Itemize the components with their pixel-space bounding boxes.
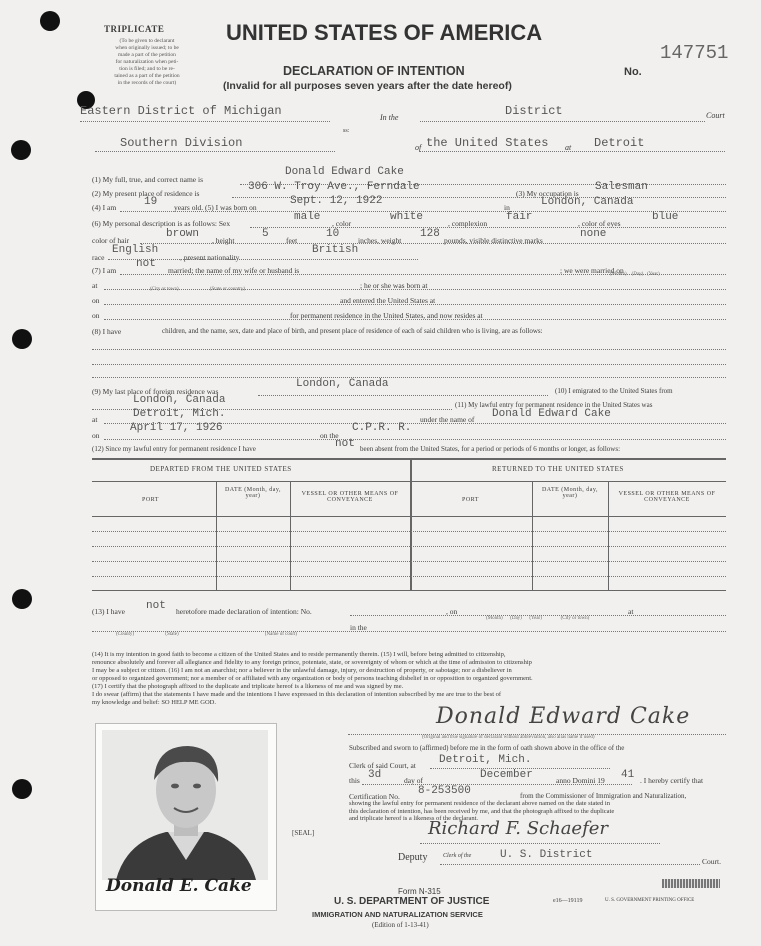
height-in-value: 10 <box>326 228 340 240</box>
oath-line: my knowledge and belief: SO HELP ME GOD. <box>92 699 216 706</box>
col-port-departed: PORT <box>142 497 159 503</box>
line13-in-the: in the <box>350 623 367 632</box>
absent-value: not <box>335 438 355 450</box>
entry-name-value: Donald Edward Cake <box>492 408 611 420</box>
age-value: 19 <box>144 196 158 208</box>
hair-value: brown <box>166 228 200 240</box>
nationality-label: , present nationality <box>180 253 240 262</box>
eyes-label: , color of eyes <box>578 219 621 228</box>
entry-place-value: Detroit, Mich. <box>133 408 226 420</box>
triplicate-note-line: (To be given to declarant <box>119 38 175 44</box>
departed-title: DEPARTED FROM THE UNITED STATES <box>150 465 292 473</box>
line7-label-c: ; we were married on <box>560 266 624 275</box>
document-subtitle: DECLARATION OF INTENTION <box>283 64 465 78</box>
color-value: white <box>390 211 424 223</box>
line9-label: (9) My last place of foreign residence was <box>92 387 219 396</box>
race-value: English <box>112 244 159 256</box>
court-word-label: Court. <box>702 857 721 866</box>
vessel-value: C.P.R. R. <box>352 422 412 434</box>
name-value: Donald Edward Cake <box>285 166 404 178</box>
complexion-value: fair <box>506 211 533 223</box>
declaration-document: TRIPLICATE (To be given to declarant when originally issued; to be made a part of the petition for naturalization when peti- tion is filed; and to be re- tained as a part of the petition in the records of the court) UNITED STATES OF AMERICA DECLARATION OF INTENTION (Invalid for all purposes seven years after the date hereof) 147751 No. Eastern District of Michigan In the District Court ss: Southern Division of the United States at Detroit (1) My full, true, and correct name is Donald Edward Cake (2) My present place of residence is 306 W. Troy Ave., Ferndale (3) My occupation is Salesman (4) I am 19 years old. (5) I was born on Sept. 12, 1922 in London, Canada (6) My personal description is as follows: Sex male , color white , complexion fair , color of eyes blue color of hair brown , height 5 feet 10 inches, weight 128 pounds, visible distinctive marks none race English , present nationality British (7) I am not married; the name of my wife or husband is ; we were married on (Month) (Day) (Year) at (City or town) (State or country) ; he or she was born at on and entered the United States at on for permanent residence in the United States, and now resides at (8) I have children, and the name, sex, date and place of birth, and present place of residence of each of said children who is living, are as follows: (9) My last place of foreign residence was London, Canada (10) I emigrated to the United States from London, Canada (11) My lawful entry for permanent residence in the United States was at Detroit, Mich. under the name of Donald Edward Cake on April 17, 1926 on the C.P.R. R. (12) Since my lawful entry for permanent residence I have not been absent from the United States, for a period or periods of 6 months or longer, as follows: DEPARTED FROM THE UNITED STATES RETURNED TO THE UNITED STATES PORT DATE (Month, day, year) VESSEL OR OTHER MEANS OF CONVEYANCE PORT DATE (Month, day, year) VESSEL OR OTHER MEANS OF CONVEYANCE (13) I have not heretofore made declaration of intention: No. , on at (Month) (Day) (Year) (City or town) in the (County) (State) (Name of court) (14) It is my intention in good faith to become a citizen of the United States and to reside permanently therein. (15) I will, before being admitted to citizenship, renounce absolutely and forever all allegiance and fidelity to any foreign prince, potentate, state, or sovereignty of whom or which at the time of admission to citizenship I may be a subject or citizen. (16) I am not an anarchist; nor a believer in the unlawful damage, injury, or destruction of property, or sabotage; nor a disbeliever in or opposed to organized government; nor a member of or affiliated with any organization or body of persons teaching disbelief in or opposition to organized government. (17) I certify that the photograph affixed to the duplicate and triplicate hereof is a likeness of me and was signed by me. I do swear (affirm) that the statements I have made and the intentions I have expressed in this declaration of intention subscribed by me are true to the best of my knowledge and belief: SO HELP ME GOD. Donald Edward Cake (Original and true signature of declarant without abbreviation, also alias name if used) Subscribed and sworn to (affirmed) before me in the form of oath shown above in the office of the Clerk of said Court, at Detroit, Mich. this 3d day of December anno Domini 19 41 . I hereby certify that Certification No. 8-253500 from the Commissioner of Immigration and Naturalization, showing the lawful entry for permanent residence of the declarant above named on the date stated in this declaration of intention, has been received by me, and that the photograph affixed to the duplicate and triplicate hereof is a likeness of the declarant. [SEAL] Richard F. Schaefer Deputy Clerk of the U. S. District Court. Donald E. Cake Form N-315 U. S. DEPARTMENT OF JUSTICE IMMIGRATION AND NATURALIZATION SERVICE (Edition of 1-13-41) e16—19119 U. S. GOVERNMENT PRINTING OFFICE <box>0 0 761 946</box>
oath-line: (17) I certify that the photograph affixed to the duplicate and triplicate hereof is a likeness of me and was signed by me. <box>92 683 404 690</box>
ss-label: ss: <box>343 128 350 134</box>
nationality-value: British <box>312 244 359 256</box>
clerk-label: Clerk of said Court, at <box>349 761 416 770</box>
month-value: December <box>480 769 533 781</box>
col-date-departed: DATE (Month, day, year) <box>224 487 282 499</box>
complexion-label: , complexion <box>448 219 488 228</box>
emigrated-from-value: London, Canada <box>133 394 226 406</box>
day-of-label: day of <box>404 776 423 785</box>
foreign-residence-value: London, Canada <box>296 378 389 390</box>
seal-label: [SEAL] <box>292 829 315 837</box>
declarant-signature: Donald Edward Cake <box>436 704 691 729</box>
cert-rest: from the Commissioner of Immigration and Naturalization, <box>520 792 687 800</box>
document-title: UNITED STATES OF AMERICA <box>226 20 543 45</box>
line12-rest: been absent from the United States, for a period or periods of 6 months or longer, as follows: <box>360 445 621 453</box>
year-value: 41 <box>621 769 635 781</box>
married-value: not <box>136 258 156 270</box>
height-label: , height <box>212 236 235 245</box>
triplicate-note-line: when originally issued; to be <box>115 45 179 51</box>
triplicate-note-line: for naturalization when peti- <box>115 59 179 65</box>
line8-label: (8) I have <box>92 327 122 336</box>
race-label: race <box>92 253 105 262</box>
stamp-mark <box>662 879 720 888</box>
in-label: in <box>504 203 510 212</box>
line13-label-b: heretofore made declaration of intention: No. <box>176 607 312 616</box>
cert-line: this declaration of intention, has been received by me, and that the photograph affixed to the duplicate <box>349 807 615 815</box>
district-value: Eastern District of Michigan <box>80 104 282 118</box>
hair-label: color of hair <box>92 236 130 245</box>
line12-label: (12) Since my lawful entry for permanent residence I have <box>92 445 256 453</box>
oath-text <box>92 651 533 707</box>
punch-hole <box>11 140 31 160</box>
line13-value: not <box>146 600 166 612</box>
birthplace-value: London, Canada <box>541 196 634 208</box>
weight-value: 128 <box>420 228 440 240</box>
line4-label-a: (4) I am <box>92 203 117 212</box>
united-states-value: the United States <box>426 136 549 150</box>
line1-label: (1) My full, true, and correct name is <box>92 175 204 184</box>
marks-value: none <box>580 228 607 240</box>
line11-label: (11) My lawful entry for permanent residence in the United States was <box>455 401 653 409</box>
line7-label-a: (7) I am <box>92 266 117 275</box>
service-label: IMMIGRATION AND NATURALIZATION SERVICE <box>312 910 483 919</box>
subscribed-text: Subscribed and sworn to (affirmed) before me in the form of oath shown above in the office of the <box>349 744 625 752</box>
certify-label: . I hereby certify that <box>640 776 704 785</box>
under-name-label: under the name of <box>420 415 475 424</box>
division-value: Southern Division <box>120 136 243 150</box>
line13-at: at <box>628 607 634 616</box>
line13-label-a: (13) I have <box>92 607 125 616</box>
punch-hole <box>40 11 60 31</box>
city-value: Detroit <box>594 136 645 150</box>
at-label: at <box>565 143 572 152</box>
triplicate-note-line: in the records of the court) <box>117 80 177 86</box>
triplicate-note-line: tion is filed; and to be re- <box>119 66 175 72</box>
col-vessel-departed: VESSEL OR OTHER MEANS OF CONVEYANCE <box>301 491 399 503</box>
court-name-value: U. S. District <box>500 849 593 861</box>
line4-label-b: years old. (5) I was born on <box>174 203 257 212</box>
edition-label: (Edition of 1-13-41) <box>372 921 429 929</box>
deputy-label: Deputy <box>398 852 428 863</box>
form-number: Form N-315 <box>398 887 441 896</box>
day-value: 3d <box>368 769 382 781</box>
clerk-city: Detroit, Mich. <box>439 754 532 766</box>
color-label: , color <box>332 219 352 228</box>
height-ft-value: 5 <box>262 228 269 240</box>
entry-date-value: April 17, 1926 <box>130 422 223 434</box>
line8-rest: children, and the name, sex, date and place of birth, and present place of residence of each of said children who is living, are as follows: <box>162 327 543 335</box>
triplicate-note-line: tained as a part of the petition <box>114 73 180 79</box>
line13-on: , on <box>446 607 458 616</box>
pounds-label: pounds, visible distinctive marks <box>444 236 543 245</box>
this-label: this <box>349 776 360 785</box>
number-label: No. <box>624 66 642 78</box>
oath-line: (14) It is my intention in good faith to become a citizen of the United States and to reside permanently therein. (15) I will, before being admitted to citizenship, <box>92 651 506 658</box>
triplicate-label: TRIPLICATE <box>104 24 165 34</box>
line7-label-b: married; the name of my wife or husband is <box>168 266 300 275</box>
in-the-label: In the <box>380 113 399 122</box>
col-vessel-returned: VESSEL OR OTHER MEANS OF CONVEYANCE <box>618 491 716 503</box>
col-date-returned: DATE (Month, day, year) <box>541 487 599 499</box>
inches-label: inches, weight <box>358 236 402 245</box>
oath-line: or opposed to organized government; nor a member of or affiliated with any organization or body of persons teaching disbelief in or opposition to organized government. <box>92 675 533 682</box>
anno-label: anno Domini 19 <box>556 776 605 785</box>
returned-title: RETURNED TO THE UNITED STATES <box>492 465 624 473</box>
line10-label: (10) I emigrated to the United States from <box>555 387 673 395</box>
of-label: of <box>415 143 422 152</box>
cert-label: Certification No. <box>349 792 400 801</box>
born-on-value: Sept. 12, 1922 <box>290 195 383 207</box>
cert-number: 8-253500 <box>418 785 471 797</box>
col-port-returned: PORT <box>462 497 479 503</box>
court-word: Court <box>706 111 725 120</box>
declarant-photo <box>95 723 277 911</box>
cert-line: and triplicate hereof is a likeness of the declarant. <box>349 815 479 822</box>
eyes-value: blue <box>652 211 679 223</box>
punch-hole <box>12 589 32 609</box>
oath-line: I do swear (affirm) that the statements I have made and the intentions I have expressed in this declaration of intention subscribed by me are true to the best of <box>92 691 502 698</box>
line2-label: (2) My present place of residence is <box>92 189 200 198</box>
validity-note: (Invalid for all purposes seven years after the date hereof) <box>223 80 512 92</box>
on-label: on <box>92 431 100 440</box>
punch-hole <box>12 779 32 799</box>
occupation-value: Salesman <box>595 181 648 193</box>
triplicate-note-line: made a part of the petition <box>118 52 176 58</box>
print-code: e16—19119 <box>553 898 583 904</box>
punch-hole <box>12 329 32 349</box>
feet-label: feet <box>286 236 298 245</box>
department-label: U. S. DEPARTMENT OF JUSTICE <box>334 896 490 907</box>
cert-line: showing the lawful entry for permanent residence of the declarant above named on the date stated in <box>349 800 610 807</box>
signature-caption: (Original and true signature of declarant without abbreviation, also alias name if used) <box>422 735 595 740</box>
oath-line: renounce absolutely and forever all allegiance and fidelity to any foreign prince, potentate, state, or sovereignty of whom or which at the time of admission to citizenship <box>92 659 532 666</box>
residence-value: 306 W. Troy Ave., Ferndale <box>248 181 420 193</box>
triplicate-note <box>91 38 203 87</box>
line3-label: (3) My occupation is <box>516 189 579 198</box>
on-the-label: on the <box>320 431 339 440</box>
line6-label: (6) My personal description is as follows: Sex <box>92 219 231 228</box>
clerk-of-label: Clerk of the <box>443 853 472 859</box>
sex-value: male <box>294 211 321 223</box>
clerk-signature: Richard F. Schaefer <box>428 818 608 839</box>
document-number: 147751 <box>660 42 729 64</box>
photo-signature: Donald E. Cake <box>106 876 252 896</box>
printing-office: U. S. GOVERNMENT PRINTING OFFICE <box>605 898 695 903</box>
oath-line: I may be a subject or citizen. (16) I am not an anarchist; nor a believer in the unlawful damage, injury, or destruction of property, or sabotage; nor a disbeliever in <box>92 667 512 674</box>
district-word: District <box>505 104 563 118</box>
